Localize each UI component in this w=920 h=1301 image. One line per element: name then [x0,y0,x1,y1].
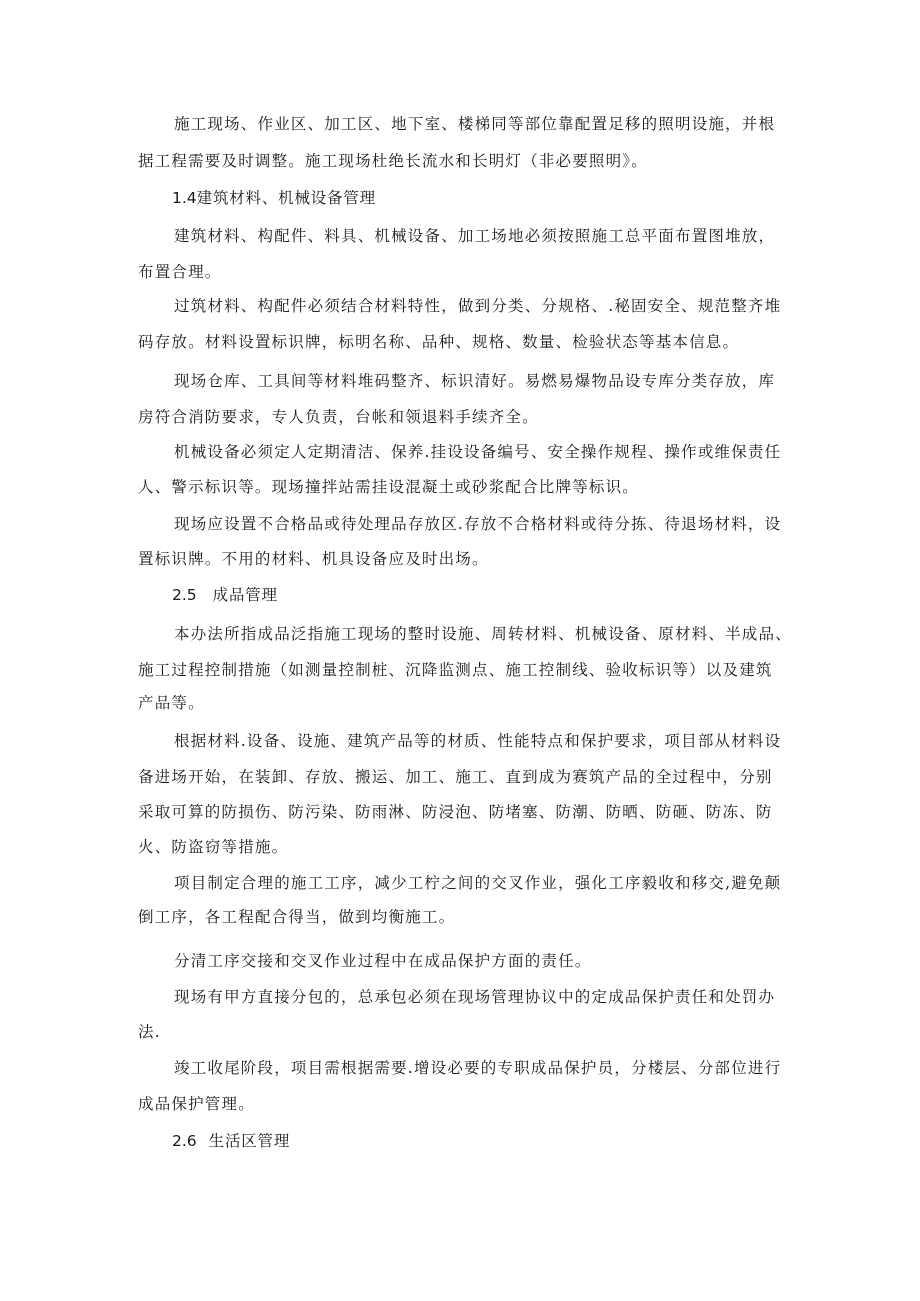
section-heading-1-4 [172,188,376,208]
body-text-line: 竣工收尾阶段，项目需根据需要.增设必要的专职成品保护员，分楼层、分部位进行 [174,1059,782,1077]
body-text-line: 施工过程控制措施（如测量控制桩、沉降监测点、施工控制线、验收标识等）以及建筑 [138,661,773,679]
body-text-line: 现场应设置不合格品或待处理品存放区.存放不合格材料或待分拣、待退场材料，设 [174,515,782,533]
body-text-line: 备进场开始，在装卸、存放、搬运、加工、施工、直到成为赛筑产品的全过程中，分别 [138,768,773,786]
body-text-line: 根据材料.设备、设施、建筑产品等的材质、性能特点和保护要求，项目部从材料设 [174,732,782,750]
body-text-line: 火、防盗窃等措施。 [138,838,289,856]
body-text-line: 码存放。材料设置标识牌，标明名称、品种、规格、数量、检验状态等基本信息。 [138,333,740,351]
body-text-line: 建筑材料、构配件、料具、机械设备、加工场地必须按照施工总平面布置图堆放， [174,227,776,245]
section-title: 成品管理 [212,586,278,604]
body-text-line: 项目制定合理的施工工序，减少工柠之间的交叉作业，强化工序毅收和移交,避免颠 [174,874,782,892]
section-heading-2-6 [172,1131,290,1151]
body-text-line: 分清工序交接和交叉作业过程中在成品保护方面的责任。 [174,952,592,970]
body-text-line: 布置合理。 [138,263,222,281]
body-text-line: 本办法所指成品泛指施工现场的整时设施、周转材料、机械设备、原材料、半成品、 [174,625,792,643]
body-text-line: 据工程需要及时调整。施工现场杜绝长流水和长明灯（非必要照明》。 [138,152,648,170]
section-number: 1.4 [172,189,197,207]
section-number: 2.6 [172,1132,197,1150]
body-text-line: 施工现场、作业区、加工区、地下室、楼梯同等部位靠配置足移的照明设施，并根 [174,115,776,133]
body-text-line: 产品等。 [138,694,205,712]
body-text-line: 机械设备必须定人定期清洁、保养.挂设设备编号、安全操作规程、操作或维保责任 [174,443,782,461]
body-text-line: 倒工序，各工程配合得当，做到均衡施工。 [138,908,456,926]
section-number: 2.5 [172,586,197,604]
body-text-line: 房符合消防要求，专人负责，台帐和领退料手续齐全。 [138,408,539,426]
body-text-line: 置标识牌。不用的材料、机具设备应及时出场。 [138,550,489,568]
body-text-line: 过筑材料、构配件必须结合材料特性，做到分类、分规格、.秘固安全、规范整齐堆 [174,297,782,315]
section-title: 生活区管理 [208,1132,291,1150]
body-text-line: 法. [138,1023,161,1041]
body-text-line: 人、警示标识等。现场撞拌站需挂设混凝土或砂浆配合比牌等标识。 [138,478,640,496]
body-text-line: 现场有甲方直接分包的，总承包必须在现场管理协议中的定成品保护责任和处罚办 [174,988,776,1006]
body-text-line: 成品保护管理。 [138,1095,255,1113]
body-text-line: 采取可算的防损伤、防污染、防雨淋、防浸泡、防堵塞、防潮、防晒、防砸、防冻、防 [138,803,773,821]
body-text-line: 现场仓库、工具间等材料堆码整齐、标识清好。易燃易爆物品设专库分类存放，库 [174,372,776,390]
section-heading-2-5 [172,585,278,605]
section-title: 建筑材料、机械设备管理 [196,189,376,207]
